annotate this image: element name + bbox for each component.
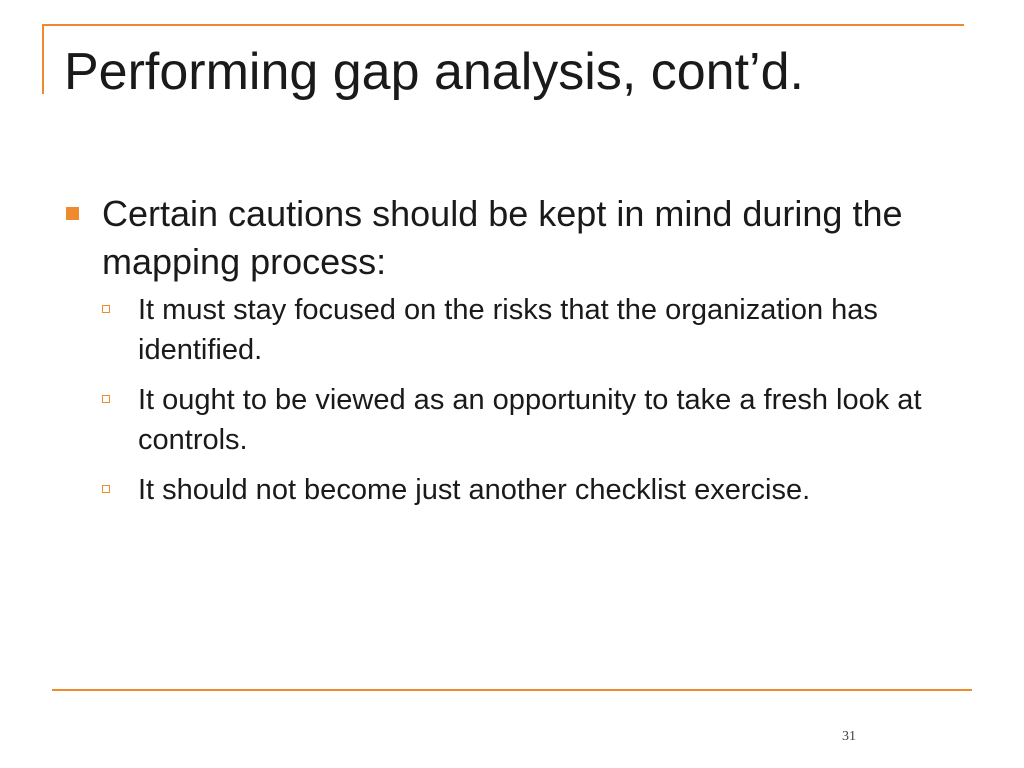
- left-frame-line: [42, 24, 44, 94]
- sub-bullet-text: It must stay focused on the risks that the organization has identified.: [138, 294, 878, 366]
- hollow-square-icon: [102, 485, 110, 493]
- sub-bullet-text: It should not become just another checklist exercise.: [138, 474, 811, 506]
- sub-bullet-item: [66, 290, 966, 370]
- bullet-item: [66, 190, 966, 286]
- slide-title: Performing gap analysis, cont’d.: [64, 43, 804, 101]
- top-frame-line: [42, 24, 964, 26]
- hollow-square-icon: [102, 305, 110, 313]
- hollow-square-icon: [102, 395, 110, 403]
- sub-bullet-item: [66, 470, 966, 510]
- sub-bullet-item: [66, 380, 966, 460]
- filled-square-icon: [66, 207, 79, 220]
- footer-divider: [52, 689, 972, 691]
- slide-content: [66, 190, 966, 520]
- page-number: 31: [842, 729, 856, 744]
- sub-bullet-list: [66, 290, 966, 510]
- bullet-text: Certain cautions should be kept in mind during the mapping process:: [102, 193, 903, 282]
- sub-bullet-text: It ought to be viewed as an opportunity to take a fresh look at controls.: [138, 384, 922, 456]
